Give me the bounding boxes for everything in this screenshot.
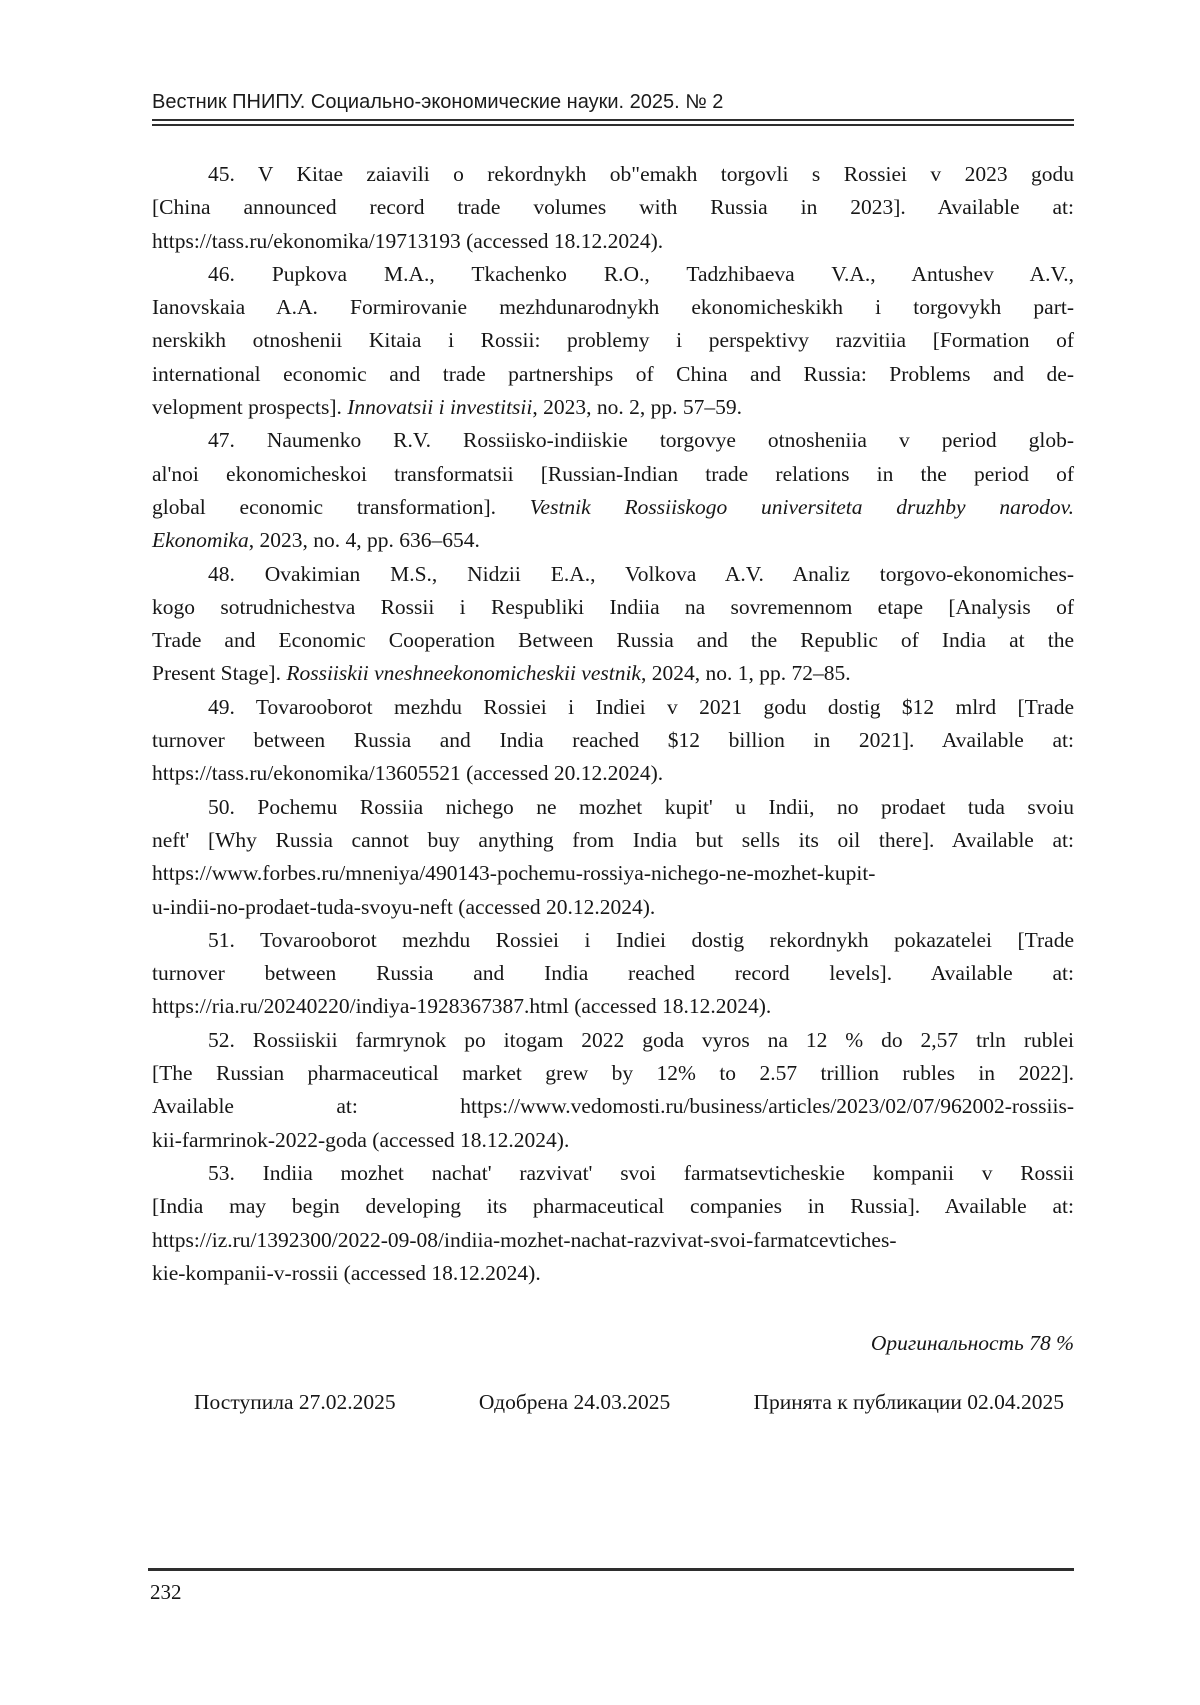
reference-53 — [152, 1157, 1074, 1290]
submission-dates — [152, 1386, 1074, 1419]
reference-line: nerskikh otnoshenii Kitaia i Rossii: problemy i perspektivy razvitiia [Formation of — [152, 328, 1074, 353]
reference-52 — [152, 1024, 1074, 1157]
reference-line: Ekonomika, 2023, no. 4, pp. 636–654. — [152, 528, 480, 553]
reference-line: al'noi ekonomicheskoi transformatsii [Russian-Indian trade relations in the period of — [152, 461, 1074, 486]
date-approved: Одобрена 24.03.2025 — [478, 1390, 671, 1414]
reference-line: 47. Naumenko R.V. Rossiisko-indiiskie torgovye otnosheniia v period glob- — [208, 428, 1074, 453]
reference-line: [India may begin developing its pharmaceutical companies in Russia]. Available at: — [152, 1194, 1074, 1219]
reference-line: turnover between Russia and India reached $12 billion in 2021]. Available at: — [152, 728, 1074, 753]
reference-51 — [152, 924, 1074, 1024]
running-head: Вестник ПНИПУ. Социально-экономические науки. 2025. № 2 — [152, 90, 1074, 126]
reference-line: [China announced record trade volumes with Russia in 2023]. Available at: — [152, 195, 1074, 220]
reference-line: global economic transformation]. Vestnik Rossiiskogo universiteta druzhby narodov. — [152, 494, 1074, 519]
reference-line: https://ria.ru/20240220/indiya-1928367387.html (accessed 18.12.2024). — [152, 994, 772, 1019]
reference-45 — [152, 158, 1074, 258]
reference-line: 53. Indiia mozhet nachat' razvivat' svoi farmatsevticheskie kompanii v Rossii — [208, 1160, 1074, 1185]
reference-line: velopment prospects]. Innovatsii i investitsii, 2023, no. 2, pp. 57–59. — [152, 395, 742, 420]
reference-line: neft' [Why Russia cannot buy anything from India but sells its oil there]. Available at: — [152, 827, 1074, 852]
reference-line: kogo sotrudnichestva Rossii i Respubliki Indiia na sovremennom etape [Analysis of — [152, 594, 1074, 619]
footer-rule — [148, 1568, 1074, 1571]
reference-line: kie-kompanii-v-rossii (accessed 18.12.2024). — [152, 1260, 541, 1285]
reference-48 — [152, 558, 1074, 691]
reference-line: 46. Pupkova M.A., Tkachenko R.O., Tadzhibaeva V.A., Antushev A.V., — [208, 261, 1074, 286]
reference-line: u-indii-no-prodaet-tuda-svoyu-neft (accessed 20.12.2024). — [152, 894, 656, 919]
reference-line: international economic and trade partnerships of China and Russia: Problems and de- — [152, 361, 1074, 386]
reference-line: 51. Tovarooborot mezhdu Rossiei i Indiei dostig rekordnykh pokazatelei [Trade — [208, 927, 1074, 952]
reference-line: 45. V Kitae zaiavili o rekordnykh ob"emakh torgovli s Rossiei v 2023 godu — [208, 162, 1074, 186]
reference-line: 52. Rossiiskii farmrynok po itogam 2022 goda vyros na 12 % do 2,57 trln rublei — [208, 1027, 1074, 1052]
reference-50 — [152, 791, 1074, 924]
page-number: 232 — [150, 1580, 182, 1604]
reference-line: Available at: https://www.vedomosti.ru/business/articles/2023/02/07/962002-rossiis- — [152, 1094, 1074, 1119]
reference-line: Ianovskaia A.A. Formirovanie mezhdunarodnykh ekonomicheskikh i torgovykh part- — [152, 295, 1074, 320]
reference-line: 48. Ovakimian M.S., Nidzii E.A., Volkova A.V. Analiz torgovo-ekonomiches- — [208, 561, 1074, 586]
reference-line: https://tass.ru/ekonomika/19713193 (accessed 18.12.2024). — [152, 228, 664, 253]
reference-line: 49. Tovarooborot mezhdu Rossiei i Indiei v 2021 godu dostig $12 mlrd [Trade — [208, 694, 1074, 719]
reference-line: Present Stage]. Rossiiskii vneshneekonomicheskii vestnik, 2024, no. 1, pp. 72–85. — [152, 661, 851, 686]
reference-line: 50. Pochemu Rossiia nichego ne mozhet kupit' u Indii, no prodaet tuda svoiu — [208, 794, 1074, 819]
reference-line: kii-farmrinok-2022-goda (accessed 18.12.2024). — [152, 1127, 570, 1152]
reference-46 — [152, 258, 1074, 424]
date-accepted: Принята к публикации 02.04.2025 — [753, 1390, 1064, 1414]
reference-49 — [152, 691, 1074, 791]
reference-47 — [152, 424, 1074, 557]
reference-line: Trade and Economic Cooperation Between Russia and the Republic of India at the — [152, 628, 1074, 653]
reference-line: [The Russian pharmaceutical market grew by 12% to 2.57 trillion rubles in 2022]. — [152, 1061, 1074, 1086]
reference-line: https://tass.ru/ekonomika/13605521 (accessed 20.12.2024). — [152, 761, 664, 786]
reference-line: https://www.forbes.ru/mneniya/490143-pochemu-rossiya-nichego-ne-mozhet-kupit- — [152, 861, 876, 886]
reference-line: turnover between Russia and India reached record levels]. Available at: — [152, 961, 1074, 986]
reference-line: https://iz.ru/1392300/2022-09-08/indiia-mozhet-nachat-razvivat-svoi-farmatcevtiches- — [152, 1227, 897, 1252]
originality-note: Оригинальность 78 % — [870, 1331, 1074, 1355]
references-list — [152, 158, 1074, 1290]
date-received: Поступила 27.02.2025 — [194, 1390, 396, 1414]
